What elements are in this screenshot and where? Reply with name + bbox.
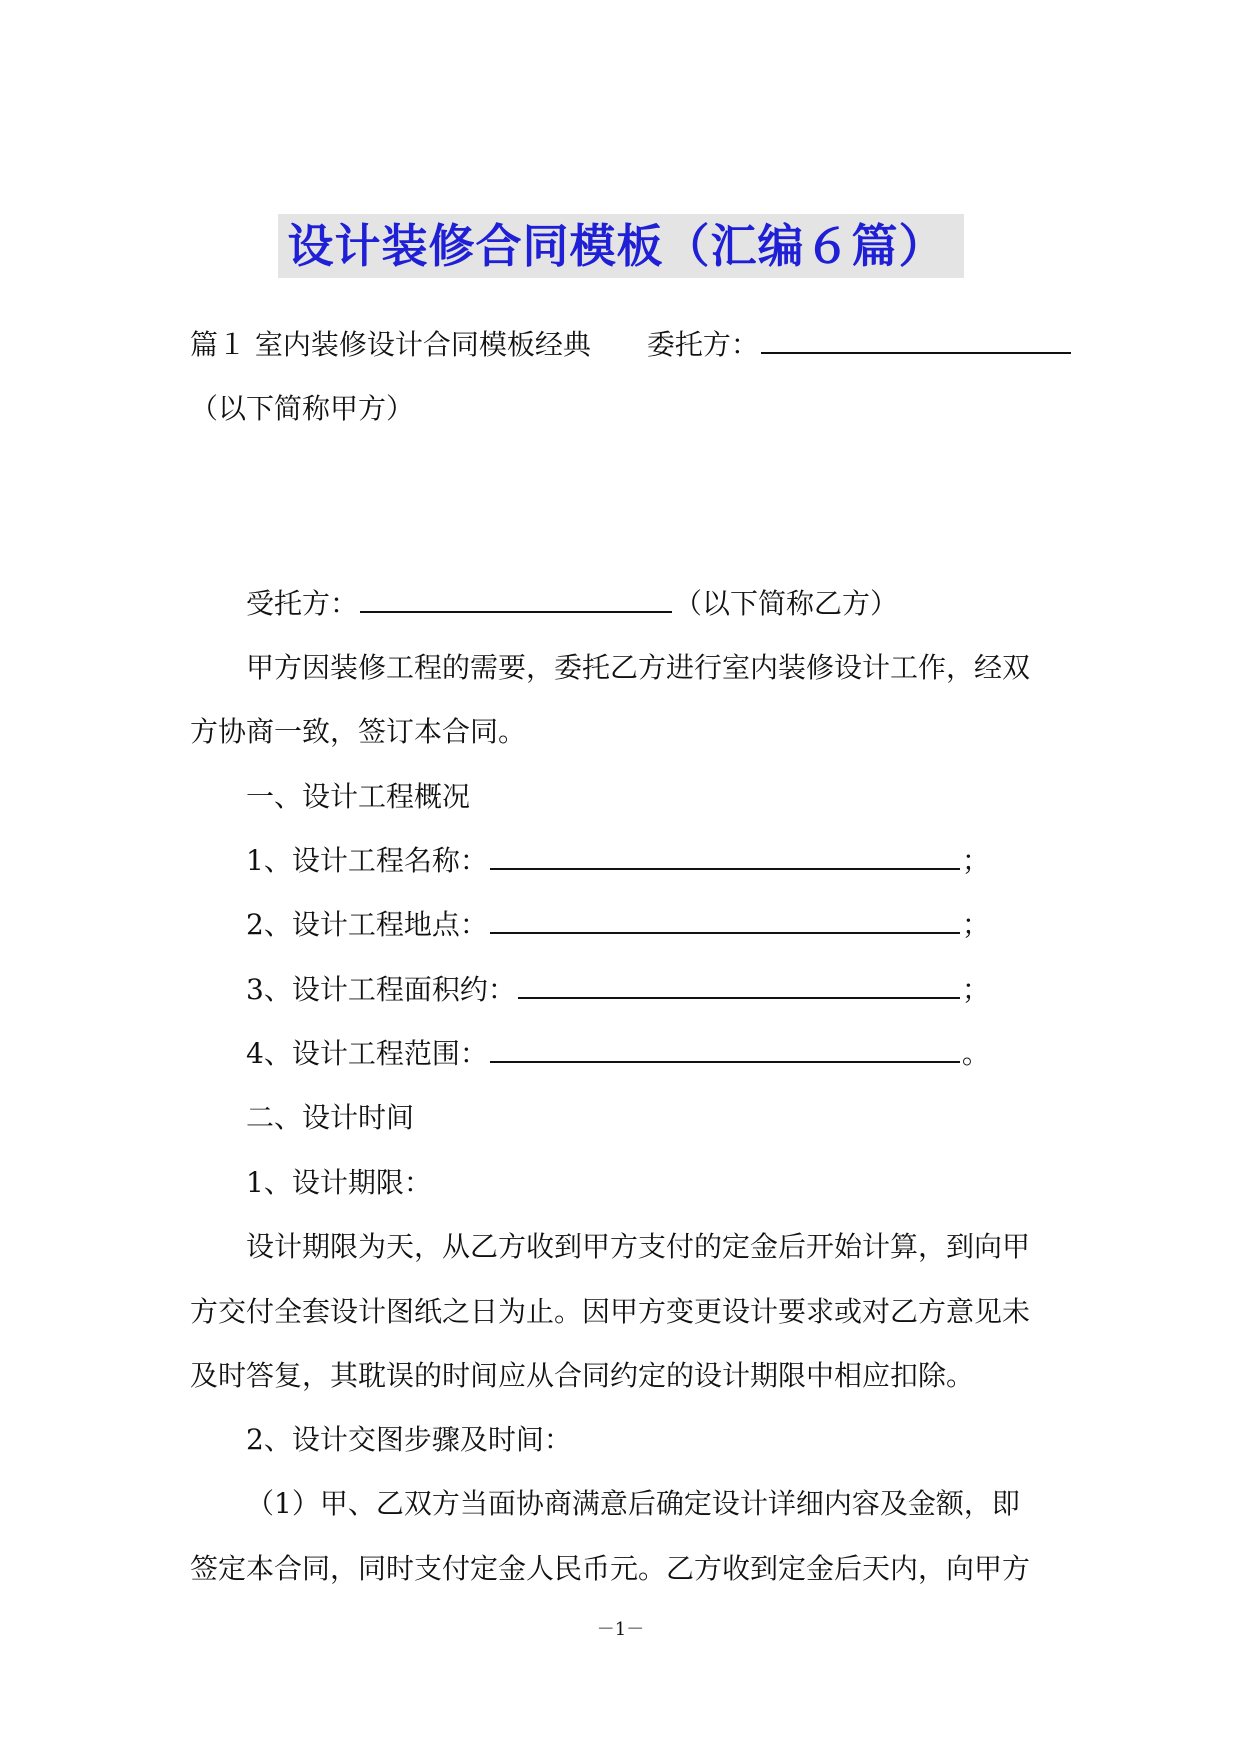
- paragraph-text: 签定本合同，同时支付定金人民币元。乙方收到定金后天内，向甲方: [190, 1552, 1031, 1585]
- field-label: 3、设计工程面积约：: [246, 973, 516, 1006]
- line-party-a-alias: [190, 389, 414, 429]
- line-chapter-heading: [190, 325, 1073, 365]
- chapter-heading: 篇１ 室内装修设计合同模板经典: [190, 328, 591, 361]
- section-heading: 二、设计时间: [246, 1101, 415, 1134]
- subheading: 1、设计期限：: [246, 1166, 432, 1199]
- paragraph-text: 甲方因装修工程的需要，委托乙方进行室内装修设计工作，经双: [246, 651, 1031, 684]
- client-blank: [761, 326, 1071, 354]
- paragraph-line: [190, 712, 526, 752]
- title-container: [0, 214, 1241, 278]
- field-project-scope: [246, 1034, 990, 1074]
- paragraph-line: [246, 648, 1030, 688]
- paragraph-text: 方协商一致，签订本合同。: [190, 715, 527, 748]
- document-title: 设计装修合同模板（汇编６篇）: [278, 214, 964, 278]
- field-end: ；: [961, 844, 990, 877]
- field-project-area: [246, 970, 990, 1010]
- paragraph-text: 方交付全套设计图纸之日为止。因甲方变更设计要求或对乙方意见未: [190, 1295, 1031, 1328]
- paragraph-line: [246, 1227, 1030, 1267]
- party-b-alias: （以下简称乙方）: [674, 587, 899, 620]
- field-blank: [490, 906, 960, 934]
- field-end: ；: [961, 908, 990, 941]
- client-label: 委托方：: [646, 328, 759, 361]
- paragraph-line: [190, 1356, 974, 1396]
- section-heading-time: [246, 1098, 414, 1138]
- field-end: ；: [961, 973, 990, 1006]
- contractor-label: 受托方：: [246, 587, 359, 620]
- field-label: 2、设计工程地点：: [246, 908, 488, 941]
- line-contractor: [246, 584, 898, 624]
- paragraph-text: 及时答复，其耽误的时间应从合同约定的设计期限中相应扣除。: [190, 1359, 975, 1392]
- page-number: －1－: [596, 1619, 645, 1640]
- field-blank: [490, 842, 960, 870]
- section-heading-overview: [246, 777, 470, 817]
- field-end: 。: [961, 1037, 990, 1070]
- field-blank: [490, 1035, 960, 1063]
- subheading: 2、设计交图步骤及时间：: [246, 1423, 572, 1456]
- contractor-blank: [360, 585, 672, 613]
- subheading-line: [246, 1163, 432, 1203]
- party-a-alias: （以下简称甲方）: [190, 392, 415, 425]
- paragraph-line: [190, 1292, 1030, 1332]
- field-label: 4、设计工程范围：: [246, 1037, 488, 1070]
- subheading-line: [246, 1420, 572, 1460]
- paragraph-text: （1）甲、乙双方当面协商满意后确定设计详细内容及金额，即: [246, 1487, 1020, 1520]
- field-label: 1、设计工程名称：: [246, 844, 488, 877]
- field-blank: [518, 971, 960, 999]
- section-heading: 一、设计工程概况: [246, 780, 471, 813]
- paragraph-text: 设计期限为天，从乙方收到甲方支付的定金后开始计算，到向甲: [246, 1230, 1031, 1263]
- paragraph-line: [246, 1484, 1020, 1524]
- field-project-location: [246, 905, 990, 945]
- field-project-name: [246, 841, 990, 881]
- paragraph-line: [190, 1549, 1030, 1589]
